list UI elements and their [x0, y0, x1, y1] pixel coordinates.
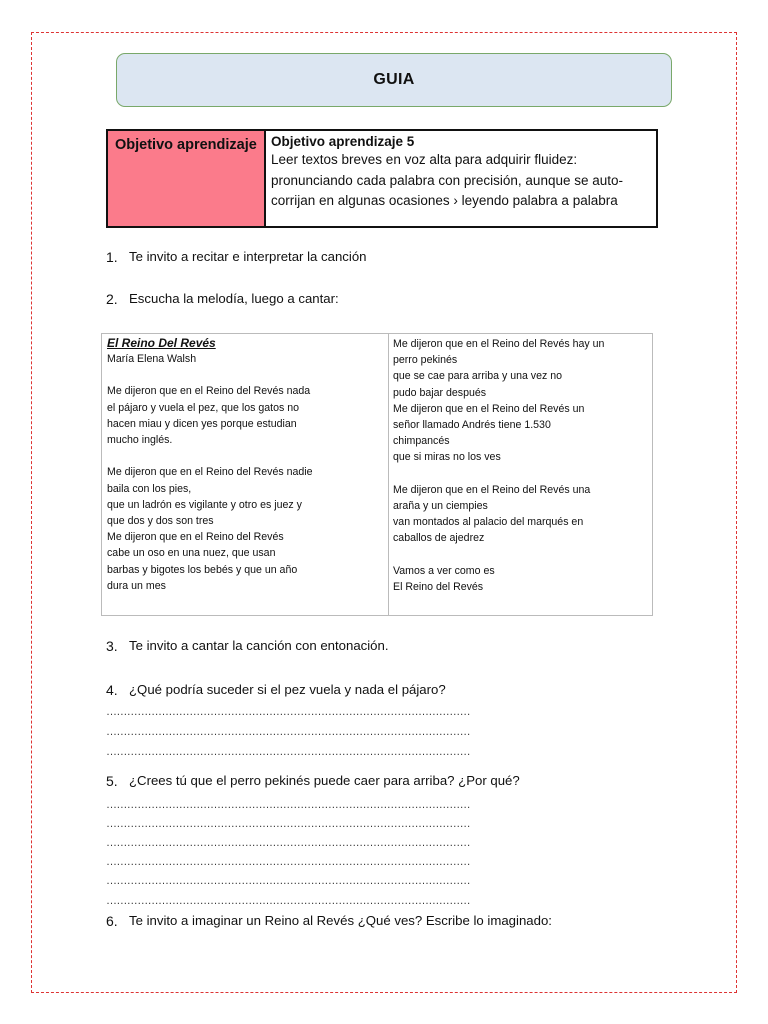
objective-line: corrijan en algunas ocasiones › leyendo palabra a palabra — [271, 193, 618, 208]
answer-line[interactable]: …………………………………………………………………………………………… — [106, 818, 471, 830]
song-column-left — [102, 334, 389, 615]
lyric-line: cabe un oso en una nuez, que usan — [107, 547, 276, 560]
answer-line[interactable]: …………………………………………………………………………………………… — [106, 895, 471, 907]
lyric-line: pudo bajar después — [393, 386, 487, 399]
question-4 — [106, 682, 446, 698]
item-text: ¿Crees tú que el perro pekinés puede caer para arriba? ¿Por qué? — [129, 773, 520, 788]
lyric-line: araña y un ciempies — [393, 500, 488, 513]
item-number: 3. — [106, 638, 118, 654]
answer-line[interactable]: …………………………………………………………………………………………… — [106, 856, 471, 868]
lyric-line: perro pekinés — [393, 354, 458, 367]
lyric-line: chimpancés — [393, 435, 450, 448]
page-title: GUIA — [116, 53, 672, 107]
lyric-line: baila con los pies, — [107, 482, 192, 495]
lyric-line: hacen miau y dicen yes porque estudian — [107, 417, 297, 430]
song-title: El Reino Del Revés — [107, 336, 216, 350]
answer-line[interactable]: …………………………………………………………………………………………… — [106, 746, 471, 758]
lyric-line: Me dijeron que en el Reino del Revés — [107, 531, 284, 544]
lyric-line: que dos y dos son tres — [107, 515, 214, 527]
item-number: 2. — [106, 291, 118, 307]
item-text: Te invito a imaginar un Reino al Revés ¿Qué ves? Escribe lo imaginado: — [129, 913, 552, 928]
objective-label: Objetivo aprendizaje — [108, 131, 266, 226]
item-number: 4. — [106, 682, 118, 698]
lyric-line — [107, 448, 383, 464]
lyric-line: dura un mes — [107, 579, 166, 592]
lyric-line: Me dijeron que en el Reino del Revés nada — [107, 385, 311, 398]
song-author: María Elena Walsh — [107, 353, 197, 365]
song-lyrics-table — [101, 333, 653, 616]
item-number: 1. — [106, 249, 118, 265]
lyric-line: que se cae para arriba y una vez no — [393, 370, 563, 383]
lyric-line: mucho inglés. — [107, 434, 173, 446]
objective-content — [266, 131, 656, 226]
item-text: Te invito a recitar e interpretar la canción — [129, 249, 367, 264]
lyric-line: barbas y bigotes los bebés y que un año — [107, 563, 298, 576]
instruction-3 — [106, 638, 389, 654]
answer-line[interactable]: …………………………………………………………………………………………… — [106, 837, 471, 849]
answer-line[interactable]: …………………………………………………………………………………………… — [106, 706, 471, 718]
lyric-line: caballos de ajedrez — [393, 532, 485, 545]
question-6 — [106, 913, 552, 929]
item-text: ¿Qué podría suceder si el pez vuela y nada el pájaro? — [129, 682, 446, 697]
answer-line[interactable]: …………………………………………………………………………………………… — [106, 726, 471, 738]
answer-line[interactable]: …………………………………………………………………………………………… — [106, 875, 471, 887]
lyric-line — [393, 547, 647, 563]
objective-heading: Objetivo aprendizaje 5 — [271, 134, 415, 149]
lyric-line — [107, 367, 383, 383]
objective-table — [106, 129, 658, 228]
lyric-line: que un ladrón es vigilante y otro es juez y — [107, 498, 302, 511]
objective-line: pronunciando cada palabra con precisión, aunque se auto- — [271, 172, 624, 188]
item-text: Te invito a cantar la canción con entonación. — [129, 638, 389, 653]
lyric-line: van montados al palacio del marqués en — [393, 516, 584, 529]
song-column-right — [389, 334, 652, 615]
item-text: Escucha la melodía, luego a cantar: — [129, 291, 339, 306]
instruction-2 — [106, 291, 339, 307]
lyric-line: Me dijeron que en el Reino del Revés hay un — [393, 338, 605, 350]
item-number: 5. — [106, 773, 118, 789]
lyric-line: que si miras no los ves — [393, 451, 501, 464]
instruction-1 — [106, 249, 367, 265]
lyric-line — [393, 466, 647, 482]
lyric-line: Me dijeron que en el Reino del Revés un — [393, 402, 585, 415]
lyric-line: El Reino del Revés — [393, 581, 484, 594]
lyric-line: Me dijeron que en el Reino del Revés nadie — [107, 466, 313, 479]
lyric-line: señor llamado Andrés tiene 1.530 — [393, 419, 551, 432]
lyric-line: el pájaro y vuela el pez, que los gatos no — [107, 401, 299, 414]
question-5 — [106, 773, 520, 789]
lyric-line: Me dijeron que en el Reino del Revés una — [393, 483, 591, 496]
item-number: 6. — [106, 913, 118, 929]
objective-line: Leer textos breves en voz alta para adquirir fluidez: — [271, 152, 578, 167]
lyric-line: Vamos a ver como es — [393, 564, 495, 577]
answer-line[interactable]: …………………………………………………………………………………………… — [106, 799, 471, 811]
